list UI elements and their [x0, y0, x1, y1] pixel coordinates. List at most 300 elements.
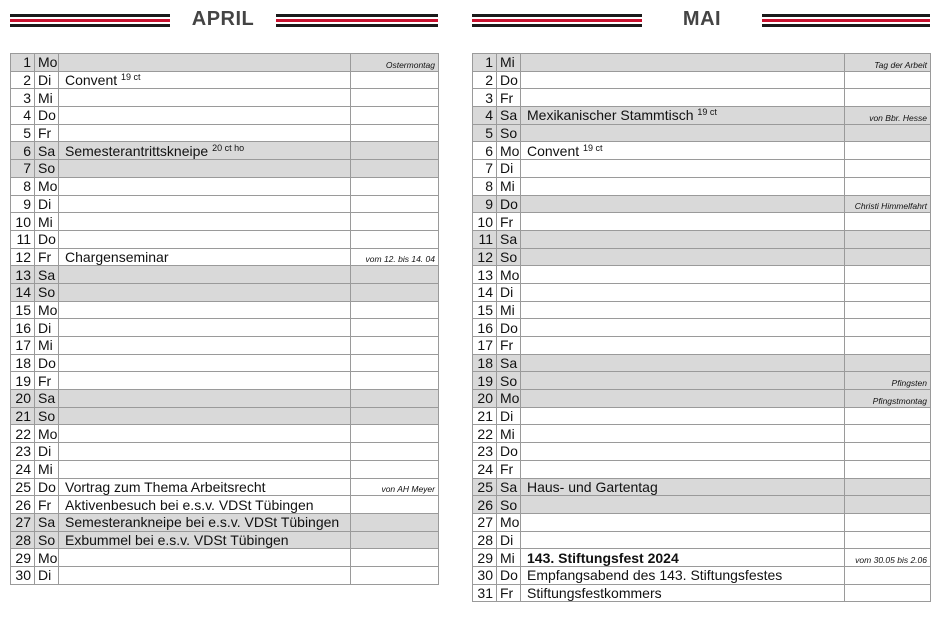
note-cell: Christi Himmelfahrt [845, 195, 931, 213]
calendar-row [473, 443, 931, 461]
day-number: 5 [11, 124, 35, 142]
note-cell [845, 319, 931, 337]
mai-header [472, 8, 930, 32]
event-cell [59, 407, 351, 425]
weekday: Mo [497, 142, 521, 160]
calendar-row [473, 566, 931, 584]
event-cell [521, 496, 845, 514]
note-cell [845, 407, 931, 425]
event-text: Semesterankneipe bei e.s.v. VDSt Tübingen [65, 514, 340, 531]
event-cell [59, 443, 351, 461]
note-cell [351, 390, 439, 408]
weekday: Fr [497, 337, 521, 355]
calendar-row [473, 390, 931, 408]
calendar-row [11, 248, 439, 266]
event-cell [521, 160, 845, 178]
note-cell [351, 319, 439, 337]
calendar-row [473, 195, 931, 213]
weekday: Sa [35, 142, 59, 160]
event-cell [59, 319, 351, 337]
mai-calendar-table [472, 53, 931, 602]
calendar-row [11, 390, 439, 408]
weekday: Di [497, 160, 521, 178]
april-header [10, 8, 438, 32]
weekday: Fr [35, 372, 59, 390]
calendar-row [473, 71, 931, 89]
calendar-row [11, 213, 439, 231]
calendar-row [473, 354, 931, 372]
note-cell: von AH Meyer [351, 478, 439, 496]
event-time: 20 ct ho [212, 142, 245, 153]
event-cell [59, 337, 351, 355]
weekday: Do [35, 230, 59, 248]
note-cell [351, 443, 439, 461]
note-cell [351, 496, 439, 514]
note-cell [845, 478, 931, 496]
event-cell [521, 425, 845, 443]
note-cell [351, 425, 439, 443]
day-number: 9 [11, 195, 35, 213]
day-number: 20 [11, 390, 35, 408]
calendar-row [473, 460, 931, 478]
weekday: Mo [35, 177, 59, 195]
weekday: Mi [497, 425, 521, 443]
event-text: 143. Stiftungsfest 2024 [527, 549, 679, 566]
weekday: So [497, 248, 521, 266]
april-stripe-right [276, 11, 438, 29]
weekday: Do [497, 319, 521, 337]
calendar-row [11, 337, 439, 355]
note-cell [351, 549, 439, 567]
calendar-row [11, 160, 439, 178]
note-cell: Pfingsten [845, 372, 931, 390]
day-number: 19 [473, 372, 497, 390]
day-number: 28 [11, 531, 35, 549]
day-number: 16 [11, 319, 35, 337]
weekday: Sa [497, 478, 521, 496]
event-cell [59, 213, 351, 231]
note-cell [351, 142, 439, 160]
calendar-row [473, 531, 931, 549]
event-cell [521, 478, 845, 496]
weekday: Sa [35, 266, 59, 284]
day-number: 17 [11, 337, 35, 355]
day-number: 18 [11, 354, 35, 372]
event-cell [521, 177, 845, 195]
event-cell [521, 549, 845, 567]
note-cell [351, 513, 439, 531]
event-cell [521, 213, 845, 231]
note-cell: von Bbr. Hesse [845, 107, 931, 125]
event-time: 19 ct [583, 142, 603, 153]
event-time: 19 ct [121, 72, 141, 83]
weekday: Di [497, 283, 521, 301]
calendar-row [11, 266, 439, 284]
day-number: 7 [11, 160, 35, 178]
calendar-row [473, 407, 931, 425]
calendar-row [473, 213, 931, 231]
note-cell [351, 566, 439, 584]
day-number: 10 [11, 213, 35, 231]
event-cell [59, 372, 351, 390]
event-cell [521, 71, 845, 89]
event-cell [521, 319, 845, 337]
day-number: 2 [473, 71, 497, 89]
day-number: 20 [473, 390, 497, 408]
calendar-row [11, 354, 439, 372]
event-cell [521, 248, 845, 266]
note-cell [845, 425, 931, 443]
calendar-row [473, 372, 931, 390]
note-cell [351, 283, 439, 301]
note-cell [351, 195, 439, 213]
note-cell [351, 160, 439, 178]
event-cell [59, 71, 351, 89]
weekday: Mi [497, 177, 521, 195]
calendar-row [11, 177, 439, 195]
calendar-row [473, 230, 931, 248]
event-text: Empfangsabend des 143. Stiftungsfestes [527, 567, 783, 584]
event-cell [59, 301, 351, 319]
day-number: 27 [11, 513, 35, 531]
weekday: Fr [35, 124, 59, 142]
day-number: 15 [473, 301, 497, 319]
event-cell [59, 513, 351, 531]
calendar-row [473, 266, 931, 284]
event-cell [521, 195, 845, 213]
event-cell [521, 124, 845, 142]
note-cell [845, 443, 931, 461]
event-cell [521, 230, 845, 248]
day-number: 6 [11, 142, 35, 160]
event-cell [521, 107, 845, 125]
weekday: Mi [497, 301, 521, 319]
calendar-row [11, 531, 439, 549]
weekday: Do [35, 478, 59, 496]
note-cell [845, 230, 931, 248]
calendar-row [473, 496, 931, 514]
weekday: Mi [35, 460, 59, 478]
event-cell [59, 195, 351, 213]
calendar-row [11, 566, 439, 584]
day-number: 12 [473, 248, 497, 266]
event-cell [59, 107, 351, 125]
event-cell [59, 354, 351, 372]
event-text: Stiftungsfestkommers [527, 584, 662, 601]
weekday: Mo [35, 549, 59, 567]
calendar-row [11, 283, 439, 301]
day-number: 3 [11, 89, 35, 107]
weekday: Fr [497, 584, 521, 602]
day-number: 21 [11, 407, 35, 425]
calendar-row [473, 142, 931, 160]
day-number: 22 [11, 425, 35, 443]
note-cell [845, 177, 931, 195]
note-cell [351, 266, 439, 284]
weekday: Do [497, 443, 521, 461]
weekday: Di [35, 443, 59, 461]
calendar-row [473, 177, 931, 195]
weekday: Sa [497, 230, 521, 248]
calendar-row [473, 283, 931, 301]
calendar-row [473, 54, 931, 72]
note-cell: vom 12. bis 14. 04 [351, 248, 439, 266]
weekday: So [35, 407, 59, 425]
weekday: Fr [497, 213, 521, 231]
calendar-row [473, 319, 931, 337]
note-cell [845, 354, 931, 372]
day-number: 16 [473, 319, 497, 337]
weekday: Do [35, 107, 59, 125]
day-number: 24 [473, 460, 497, 478]
event-text: Vortrag zum Thema Arbeitsrecht [65, 478, 266, 495]
event-text: Exbummel bei e.s.v. VDSt Tübingen [65, 531, 289, 548]
day-number: 23 [473, 443, 497, 461]
event-cell [59, 160, 351, 178]
weekday: Fr [497, 89, 521, 107]
day-number: 11 [473, 230, 497, 248]
note-cell [845, 142, 931, 160]
event-cell [521, 266, 845, 284]
calendar-row [11, 71, 439, 89]
day-number: 30 [11, 566, 35, 584]
calendar-row [11, 54, 439, 72]
day-number: 12 [11, 248, 35, 266]
day-number: 2 [11, 71, 35, 89]
mai-stripe-right [762, 11, 930, 29]
event-text: Aktivenbesuch bei e.s.v. VDSt Tübingen [65, 496, 314, 513]
event-cell [521, 513, 845, 531]
note-cell [351, 213, 439, 231]
weekday: So [497, 496, 521, 514]
day-number: 29 [11, 549, 35, 567]
day-number: 27 [473, 513, 497, 531]
note-cell [351, 89, 439, 107]
note-cell [351, 124, 439, 142]
day-number: 5 [473, 124, 497, 142]
day-number: 4 [473, 107, 497, 125]
calendar-row [473, 425, 931, 443]
calendar-row [473, 107, 931, 125]
weekday: Fr [35, 248, 59, 266]
weekday: Sa [497, 354, 521, 372]
note-cell [845, 71, 931, 89]
event-cell [521, 531, 845, 549]
day-number: 6 [473, 142, 497, 160]
event-cell [59, 266, 351, 284]
calendar-row [11, 443, 439, 461]
day-number: 26 [11, 496, 35, 514]
event-cell [521, 584, 845, 602]
weekday: Sa [35, 390, 59, 408]
day-number: 13 [11, 266, 35, 284]
event-cell [59, 425, 351, 443]
day-number: 25 [11, 478, 35, 496]
note-cell [845, 124, 931, 142]
event-cell [59, 142, 351, 160]
day-number: 19 [11, 372, 35, 390]
day-number: 25 [473, 478, 497, 496]
note-cell [845, 266, 931, 284]
weekday: Mo [35, 425, 59, 443]
day-number: 17 [473, 337, 497, 355]
event-cell [521, 54, 845, 72]
day-number: 13 [473, 266, 497, 284]
weekday: Mo [497, 513, 521, 531]
day-number: 14 [11, 283, 35, 301]
calendar-row [11, 549, 439, 567]
event-cell [521, 337, 845, 355]
weekday: Mi [497, 549, 521, 567]
day-number: 10 [473, 213, 497, 231]
note-cell: Ostermontag [351, 54, 439, 72]
event-cell [59, 177, 351, 195]
note-cell [351, 107, 439, 125]
april-stripe-left [10, 11, 170, 29]
weekday: Fr [35, 496, 59, 514]
event-time: 19 ct [697, 107, 717, 118]
calendar-row [473, 584, 931, 602]
day-number: 7 [473, 160, 497, 178]
day-number: 11 [11, 230, 35, 248]
weekday: Mi [497, 54, 521, 72]
note-cell [351, 372, 439, 390]
note-cell [351, 531, 439, 549]
calendar-row [11, 425, 439, 443]
calendar-row [11, 301, 439, 319]
weekday: Di [35, 319, 59, 337]
calendar-row [11, 478, 439, 496]
event-cell [59, 549, 351, 567]
note-cell [351, 230, 439, 248]
event-cell [521, 407, 845, 425]
calendar-row [11, 230, 439, 248]
event-cell [59, 124, 351, 142]
calendar-row [11, 89, 439, 107]
note-cell: Tag der Arbeit [845, 54, 931, 72]
day-number: 29 [473, 549, 497, 567]
note-cell [351, 460, 439, 478]
note-cell [845, 89, 931, 107]
day-number: 21 [473, 407, 497, 425]
weekday: So [35, 160, 59, 178]
day-number: 22 [473, 425, 497, 443]
note-cell [845, 496, 931, 514]
note-cell [351, 71, 439, 89]
april-title: APRIL [191, 8, 255, 30]
event-cell [521, 142, 845, 160]
calendar-row [11, 195, 439, 213]
weekday: Do [497, 566, 521, 584]
calendar-row [473, 337, 931, 355]
note-cell [351, 337, 439, 355]
day-number: 4 [11, 107, 35, 125]
event-cell [521, 460, 845, 478]
calendar-row [473, 89, 931, 107]
weekday: Fr [497, 460, 521, 478]
day-number: 9 [473, 195, 497, 213]
weekday: Mo [35, 301, 59, 319]
event-text: Convent [65, 72, 118, 89]
event-text: Semesterantrittskneipe [65, 142, 209, 159]
calendar-row [11, 496, 439, 514]
calendar-row [11, 124, 439, 142]
note-cell: vom 30.05 bis 2.06 [845, 549, 931, 567]
event-cell [521, 443, 845, 461]
weekday: Sa [35, 513, 59, 531]
weekday: Do [497, 71, 521, 89]
note-cell [351, 354, 439, 372]
event-text: Mexikanischer Stammtisch [527, 107, 694, 124]
day-number: 31 [473, 584, 497, 602]
day-number: 30 [473, 566, 497, 584]
note-cell [845, 337, 931, 355]
calendar-row [11, 407, 439, 425]
weekday: Mi [35, 337, 59, 355]
calendar-row [473, 124, 931, 142]
calendar-row [473, 301, 931, 319]
weekday: So [35, 531, 59, 549]
note-cell: Pfingstmontag [845, 390, 931, 408]
day-number: 24 [11, 460, 35, 478]
calendar-row [11, 372, 439, 390]
day-number: 15 [11, 301, 35, 319]
event-cell [521, 566, 845, 584]
calendar-row [11, 142, 439, 160]
event-cell [59, 89, 351, 107]
calendar-row [473, 513, 931, 531]
day-number: 18 [473, 354, 497, 372]
event-cell [521, 283, 845, 301]
weekday: Mo [497, 266, 521, 284]
note-cell [845, 283, 931, 301]
day-number: 28 [473, 531, 497, 549]
calendar-row [11, 513, 439, 531]
mai-stripe-left [472, 11, 642, 29]
weekday: So [497, 372, 521, 390]
note-cell [845, 584, 931, 602]
event-cell [59, 283, 351, 301]
note-cell [351, 407, 439, 425]
mai-title: MAI [682, 8, 722, 30]
note-cell [845, 248, 931, 266]
note-cell [845, 531, 931, 549]
weekday: Mo [35, 54, 59, 72]
note-cell [351, 301, 439, 319]
event-cell [521, 390, 845, 408]
event-cell [59, 248, 351, 266]
note-cell [351, 177, 439, 195]
note-cell [845, 160, 931, 178]
day-number: 1 [11, 54, 35, 72]
calendar-row [473, 160, 931, 178]
note-cell [845, 301, 931, 319]
event-text: Chargenseminar [65, 248, 169, 265]
calendar-row [11, 107, 439, 125]
day-number: 1 [473, 54, 497, 72]
weekday: Do [497, 195, 521, 213]
weekday: So [497, 124, 521, 142]
weekday: Di [35, 71, 59, 89]
weekday: Sa [497, 107, 521, 125]
note-cell [845, 513, 931, 531]
event-text: Haus- und Gartentag [527, 478, 658, 495]
weekday: Di [35, 195, 59, 213]
weekday: So [35, 283, 59, 301]
day-number: 8 [473, 177, 497, 195]
weekday: Di [35, 566, 59, 584]
day-number: 26 [473, 496, 497, 514]
